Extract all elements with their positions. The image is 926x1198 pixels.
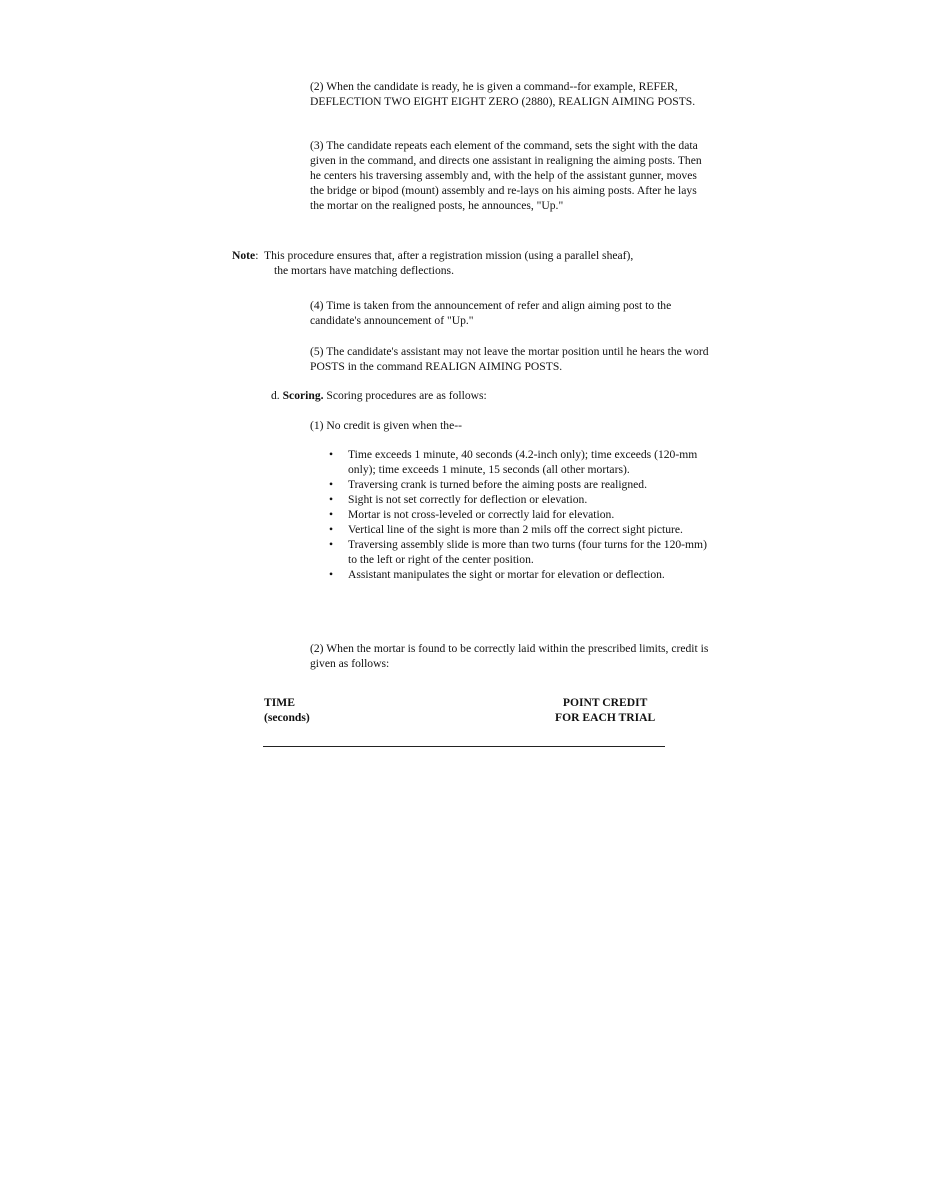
scoring-text: Scoring procedures are as follows: <box>326 389 487 402</box>
no-credit-list <box>310 447 710 582</box>
bullet-icon: • <box>329 448 334 461</box>
paragraph-4: (4) Time is taken from the announcement of refer and align aiming post to the candidate's announcement of "Up." <box>310 299 672 327</box>
list-item <box>310 507 710 522</box>
table-header-time <box>264 695 310 725</box>
note-separator: : <box>255 249 259 262</box>
list-item-text: Mortar is not cross-leveled or correctly laid for elevation. <box>348 508 615 521</box>
list-item <box>310 522 710 537</box>
list-item <box>310 477 710 492</box>
bullet-icon: • <box>329 508 334 521</box>
no-credit-intro: (1) No credit is given when the-- <box>310 419 462 432</box>
list-item-text: Vertical line of the sight is more than 2 mils off the correct sight picture. <box>348 523 683 536</box>
bullet-icon: • <box>329 538 334 551</box>
table-header-rule <box>263 746 665 747</box>
note-block <box>232 248 712 278</box>
time-header-line-2: (seconds) <box>264 711 310 724</box>
paragraph-2: (2) When the candidate is ready, he is given a command--for example, REFER, DEFLECTION TWO EIGHT EIGHT ZERO (2880), REALIGN AIMING POSTS. <box>310 80 696 108</box>
credit-header-line-1: POINT CREDIT <box>562 696 648 709</box>
scoring-prefix: d. <box>271 389 280 402</box>
credit-header-line-2: FOR EACH TRIAL <box>555 711 656 724</box>
list-item <box>310 492 710 507</box>
list-item-text: Traversing crank is turned before the aiming posts are realigned. <box>348 478 647 491</box>
paragraph-3: (3) The candidate repeats each element of the command, sets the sight with the data given in the command, and directs one assistant in realigning the aiming posts. Then he centers his traversing assembly and, with the help of the assistant gunner, moves the bridge or bipod (mount) assembly and re-lays on his aiming posts. After he lays the mortar on the realigned posts, he announces, "Up." <box>310 139 702 212</box>
list-item <box>310 447 710 477</box>
list-item-text: Traversing assembly slide is more than two turns (four turns for the 120-mm) to the left or right of the center position. <box>348 538 707 566</box>
paragraph-5: (5) The candidate's assistant may not leave the mortar position until he hears the word POSTS in the command REALIGN AIMING POSTS. <box>310 345 709 373</box>
note-label: Note <box>232 249 256 262</box>
time-header-line-1: TIME <box>264 696 295 709</box>
list-item <box>310 567 710 582</box>
bullet-icon: • <box>329 568 334 581</box>
table-header-point-credit <box>555 695 655 725</box>
list-item-text: Assistant manipulates the sight or mortar for elevation or deflection. <box>348 568 665 581</box>
paragraph-credit: (2) When the mortar is found to be correctly laid within the prescribed limits, credit is given as follows: <box>310 642 709 670</box>
bullet-icon: • <box>329 523 334 536</box>
bullet-icon: • <box>329 493 334 506</box>
note-line-2: the mortars have matching deflections. <box>274 264 454 277</box>
list-item-text: Time exceeds 1 minute, 40 seconds (4.2-inch only); time exceeds (120-mm only); time exceeds 1 minute, 15 seconds (all other mortars). <box>348 448 698 476</box>
list-item <box>310 537 710 567</box>
scoring-section <box>271 388 711 403</box>
bullet-icon: • <box>329 478 334 491</box>
note-line-1: This procedure ensures that, after a registration mission (using a parallel sheaf), <box>264 249 634 262</box>
scoring-heading: Scoring. <box>282 389 324 402</box>
list-item-text: Sight is not set correctly for deflection or elevation. <box>348 493 588 506</box>
